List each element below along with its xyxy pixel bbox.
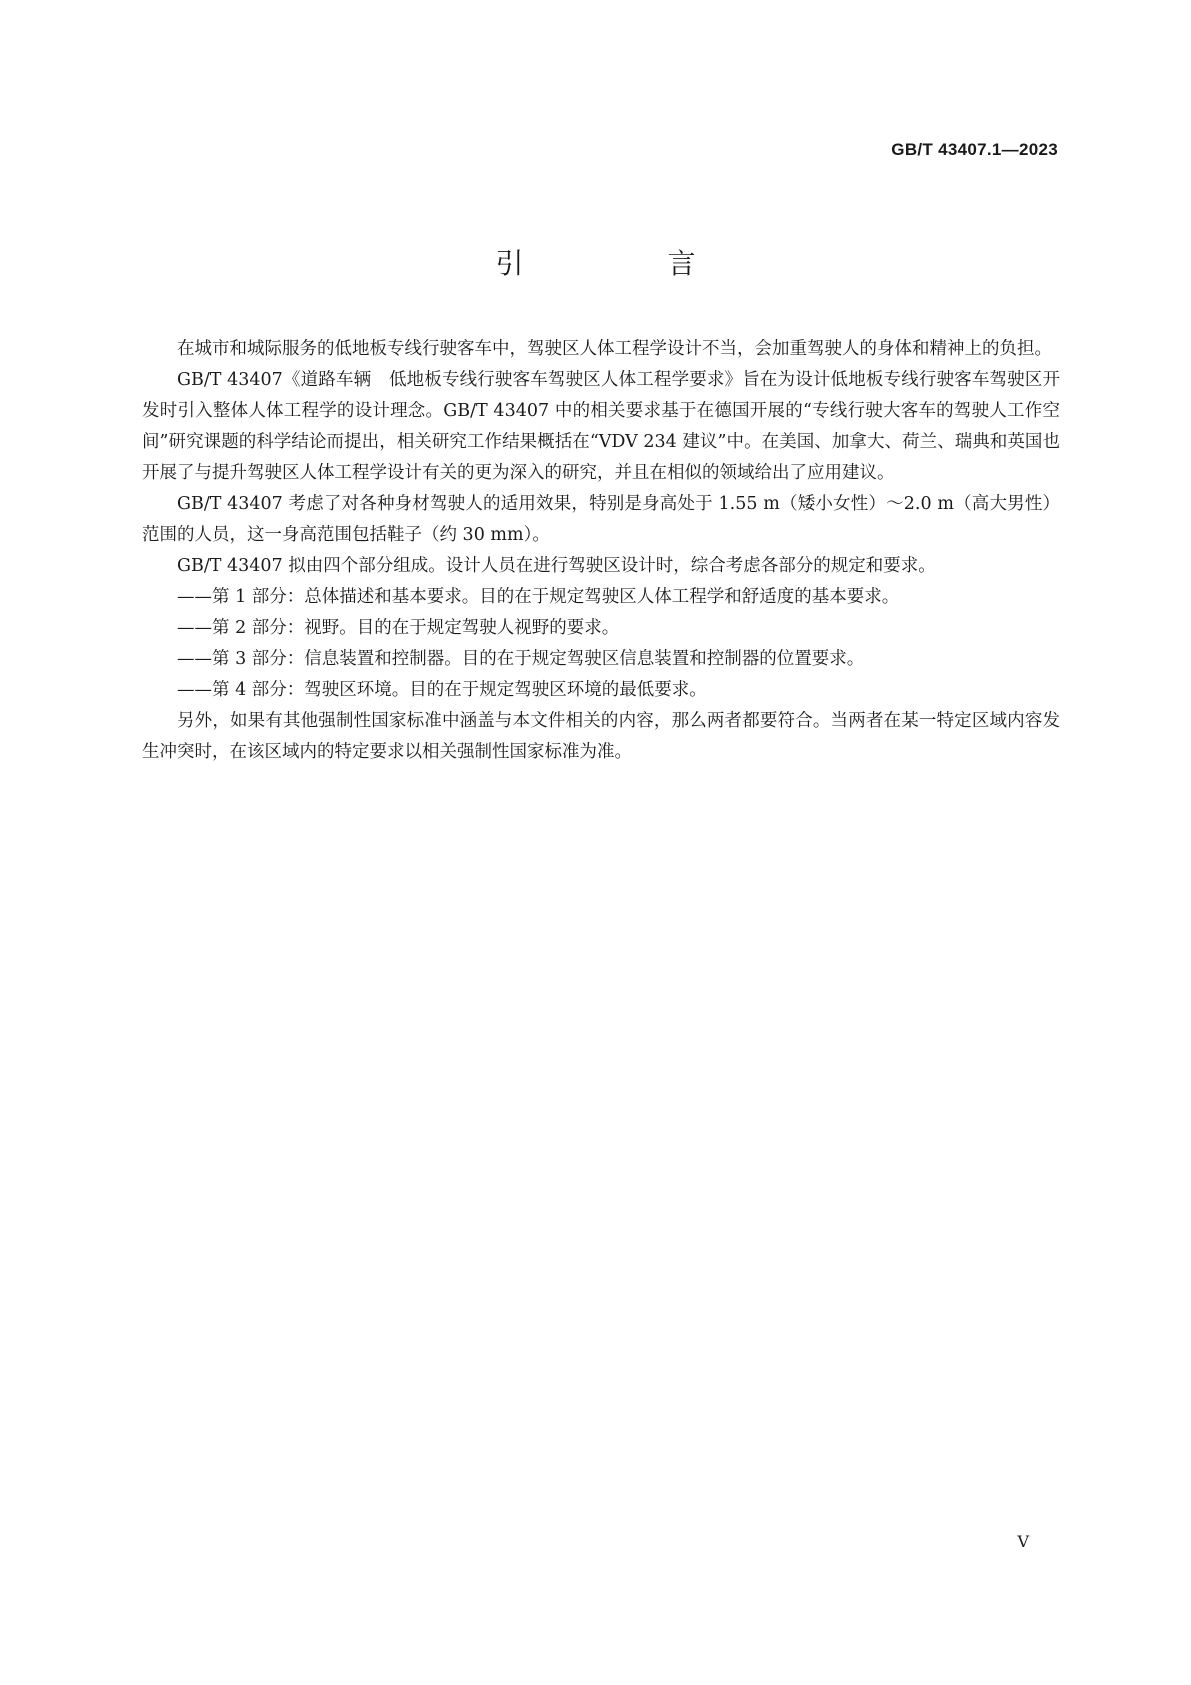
paragraph: GB/T 43407 拟由四个部分组成。设计人员在进行驾驶区设计时，综合考虑各部分的规定和要求。 xyxy=(177,556,936,576)
document-body xyxy=(142,334,1060,768)
list-item: ——第 1 部分：总体描述和基本要求。目的在于规定驾驶区人体工程学和舒适度的基本要求。 xyxy=(177,587,900,607)
paragraph: GB/T 43407 考虑了对各种身材驾驶人的适用效果，特别是身高处于 1.55 m（矮小女性）～2.0 m（高大男性）范围的人员，这一身高范围包括鞋子（约 30 mm）。 xyxy=(142,494,1060,545)
page-number: V xyxy=(1017,1532,1029,1551)
list-item: ——第 4 部分：驾驶区环境。目的在于规定驾驶区环境的最低要求。 xyxy=(177,680,707,700)
list-item: ——第 2 部分：视野。目的在于规定驾驶人视野的要求。 xyxy=(177,618,620,638)
paragraph: GB/T 43407《道路车辆 低地板专线行驶客车驾驶区人体工程学要求》旨在为设计低地板专线行驶客车驾驶区开发时引入整体人体工程学的设计理念。GB/T 43407 中的相关要求基于在德国开展的“专线行驶大客车的驾驶人工作空间”研究课题的科学结论而提出，相关研究工作结果概括在“VDV 234 建议”中。在美国、加拿大、荷兰、瑞典和英国也开展了与提升驾驶区人体工程学设计有关的更为深入的研究，并且在相似的领域给出了应用建议。 xyxy=(142,370,1060,483)
list-item: ——第 3 部分：信息装置和控制器。目的在于规定驾驶区信息装置和控制器的位置要求。 xyxy=(177,649,865,669)
section-title: 引 言 xyxy=(495,247,754,280)
paragraph: 另外，如果有其他强制性国家标准中涵盖与本文件相关的内容，那么两者都要符合。当两者在某一特定区域内容发生冲突时，在该区域内的特定要求以相关强制性国家标准为准。 xyxy=(142,711,1060,762)
paragraph: 在城市和城际服务的低地板专线行驶客车中，驾驶区人体工程学设计不当，会加重驾驶人的身体和精神上的负担。 xyxy=(177,339,1052,359)
standard-number: GB/T 43407.1—2023 xyxy=(891,140,1058,159)
